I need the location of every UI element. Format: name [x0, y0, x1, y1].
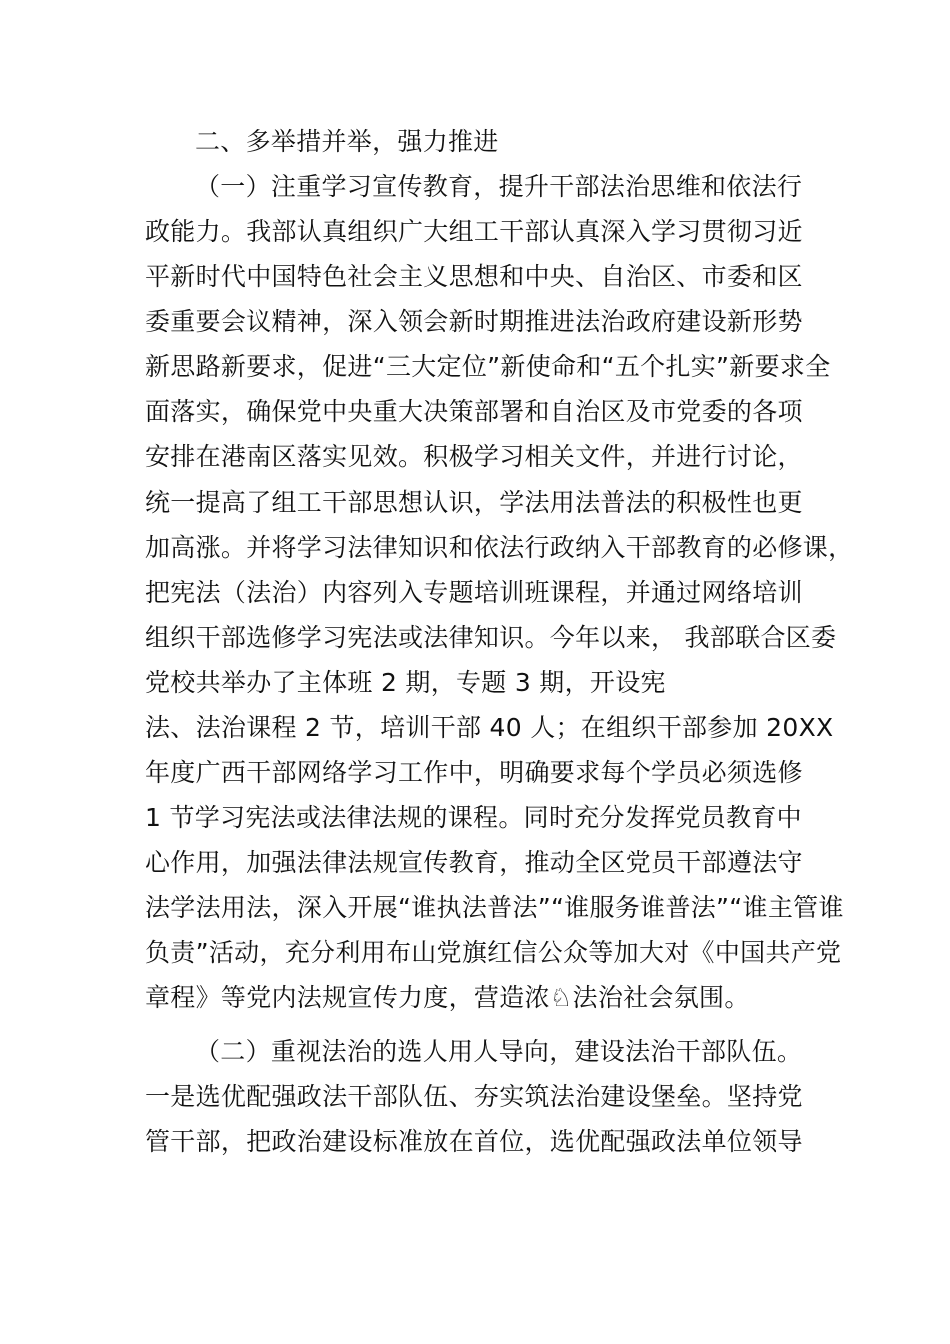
paragraph-line: 统一提高了组工干部思想认识，学法用法普法的积极性也更 — [145, 488, 803, 517]
paragraph-line: 平新时代中国特色社会主义思想和中央、自治区、市委和区 — [145, 262, 803, 291]
paragraph-line: 章程》等党内法规宣传力度，营造浓♘法治社会氛围。 — [145, 983, 750, 1012]
paragraph-line: 心作用，加强法律法规宣传教育，推动全区党员干部遵法守 — [145, 848, 803, 877]
paragraph-line: 面落实，确保党中央重大决策部署和自治区及市党委的各项 — [145, 397, 803, 426]
paragraph-line: 政能力。我部认真组织广大组工干部认真深入学习贯彻习近 — [145, 217, 803, 246]
subsection-heading: （一）注重学习宣传教育，提升干部法治思维和依法行 — [195, 172, 803, 201]
paragraph-line: 法、法治课程 2 节，培训干部 40 人；在组织干部参加 20XX — [145, 713, 834, 742]
paragraph-line: 加高涨。并将学习法律知识和依法行政纳入干部教育的必修课， — [145, 533, 854, 562]
paragraph-line: 组织干部选修学习宪法或法律知识。今年以来， 我部联合区委 — [145, 623, 837, 652]
paragraph-line: 新思路新要求，促进“三大定位”新使命和“五个扎实”新要求全 — [145, 352, 831, 381]
section-heading: 二、多举措并举，强力推进 — [195, 127, 499, 156]
subsection-heading: （二）重视法治的选人用人导向，建设法治干部队伍。 — [195, 1037, 803, 1066]
paragraph-line: 年度广西干部网络学习工作中，明确要求每个学员必须选修 — [145, 758, 803, 787]
paragraph-line: 委重要会议精神，深入领会新时期推进法治政府建设新形势 — [145, 307, 803, 336]
paragraph-line: 党校共举办了主体班 2 期，专题 3 期，开设宪 — [145, 668, 666, 697]
paragraph-line: 法学法用法，深入开展“谁执法普法”“谁服务谁普法”“谁主管谁 — [145, 893, 844, 922]
paragraph-line: 把宪法（法治）内容列入专题培训班课程，并通过网络培训 — [145, 578, 803, 607]
paragraph-line: 管干部，把政治建设标准放在首位，选优配强政法单位领导 — [145, 1127, 803, 1156]
paragraph-line: 负责”活动，充分利用布山党旗红信公众等加大对《中国共产党 — [145, 938, 842, 967]
paragraph-line: 安排在港南区落实见效。积极学习相关文件，并进行讨论， — [145, 442, 803, 471]
paragraph-line: 1 节学习宪法或法律法规的课程。同时充分发挥党员教育中 — [145, 803, 802, 832]
paragraph-line: 一是选优配强政法干部队伍、夯实筑法治建设堡垒。坚持党 — [145, 1082, 803, 1111]
